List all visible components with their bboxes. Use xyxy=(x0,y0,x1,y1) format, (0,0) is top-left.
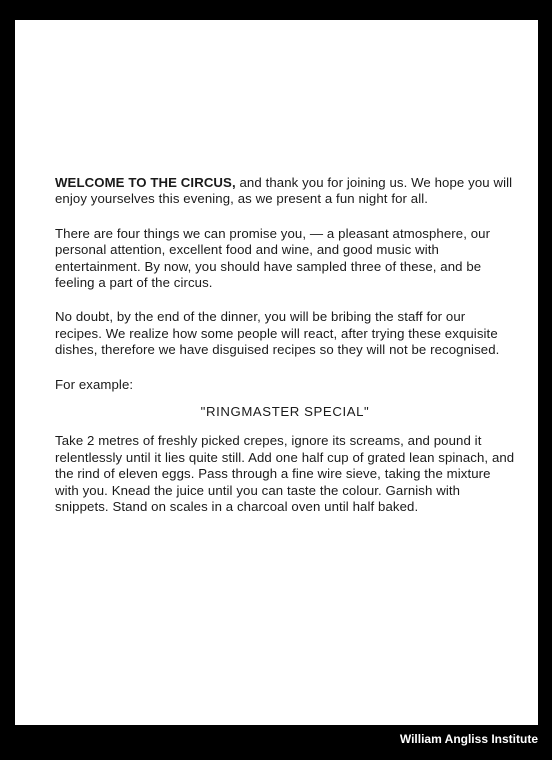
document-page xyxy=(15,20,538,725)
document-body xyxy=(55,175,515,534)
recipe-body: Take 2 metres of freshly picked crepes, ignore its screams, and pound it relentlessly until it lies quite still. Add one half cup of grated lean spinach, and the rind of eleven eggs. Pass through a fine wire sieve, taking the mixture with you. Knead the juice until you can taste the colour. Garnish with snippets. Stand on scales in a charcoal oven until half baked. xyxy=(55,433,515,515)
promise-paragraph: There are four things we can promise you, — a pleasant atmosphere, our personal attention, excellent food and wine, and good music with entertainment. By now, you should have sampled three of these, and be feeling a part of the circus. xyxy=(55,225,491,291)
recipes-paragraph: No doubt, by the end of the dinner, you will be bribing the staff for our recipes. We realize how some people will react, after trying these exquisite dishes, therefore we have disguised recipes so they will not be recognised. xyxy=(55,309,500,358)
welcome-heading: WELCOME TO THE CIRCUS, xyxy=(55,175,236,190)
example-label: For example: xyxy=(55,376,134,392)
recipe-title: "RINGMASTER SPECIAL" xyxy=(200,404,370,420)
welcome-paragraph xyxy=(55,175,515,208)
institute-credit: William Angliss Institute xyxy=(399,732,538,746)
welcome-text: and thank you for joining us. We hope you will enjoy yourselves this evening, as we present a fun night for all. xyxy=(55,175,513,207)
